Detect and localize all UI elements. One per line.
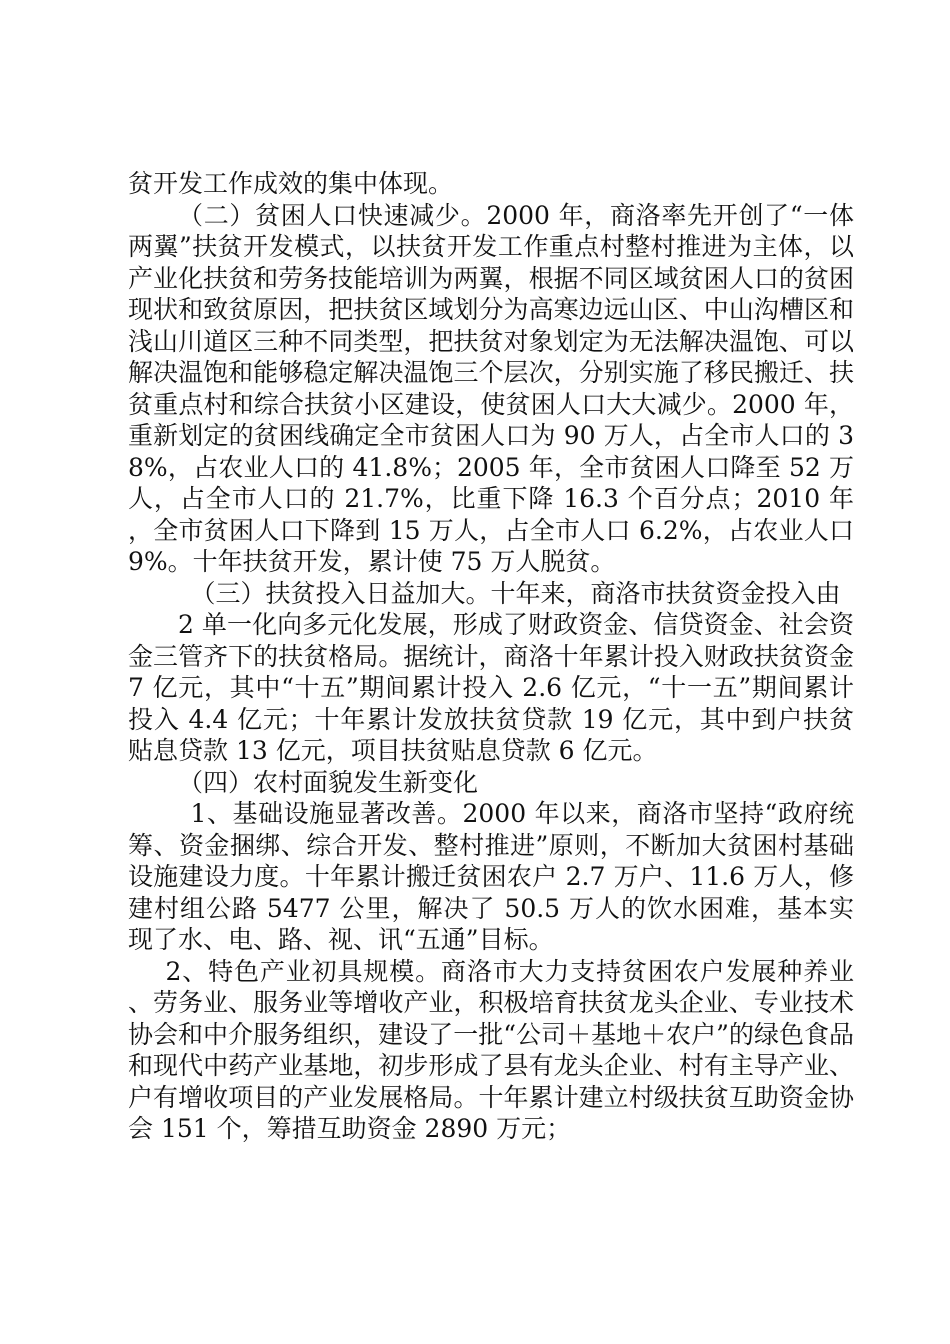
paragraph-investment-body: 2 单一化向多元化发展，形成了财政资金、信贷资金、社会资金三管齐下的扶贫格局。据统计，商洛十年累计投入财政扶贫资金 7 亿元，其中“十五”期间累计投入 2.6 亿元，“十一五”期间累计投入 4.4 亿元；十年累计发放扶贫贷款 19 亿元，其中到户扶贫贴息贷款 13 亿元，项目扶贫贴息贷款 6 亿元。	[128, 610, 854, 765]
section-heading-rural-change: （四）农村面貌发生新变化	[178, 767, 479, 797]
paragraph-industry: 2、特色产业初具规模。商洛市大力支持贫困农户发展种养业、劳务业、服务业等增收产业，积极培育扶贫龙头企业、专业技术协会和中介服务组织，建设了一批“公司＋基地＋农户”的绿色食品和现代中药产业基地，初步形成了县有龙头企业、村有主导产业、户有增收项目的产业发展格局。十年累计建立村级扶贫互助资金协会 151 个，筹措互助资金 2890 万元；	[128, 956, 854, 1143]
paragraph-investment-heading: （三）扶贫投入日益加大。十年来，商洛市扶贫资金投入由	[190, 578, 841, 608]
paragraph-poverty-reduction: （二）贫困人口快速减少。2000 年，商洛率先开创了“一体两翼”扶贫开发模式，以扶贫开发工作重点村整村推进为主体，以产业化扶贫和劳务技能培训为两翼，根据不同区域贫困人口的贫困现状和致贫原因，把扶贫区域划分为高寒边远山区、中山沟槽区和浅山川道区三种不同类型，把扶贫对象划定为无法解决温饱、可以解决温饱和能够稳定解决温饱三个层次，分别实施了移民搬迁、扶贫重点村和综合扶贫小区建设，使贫困人口大大减少。2000 年，重新划定的贫困线确定全市贫困人口为 90 万人，占全市人口的 38%，占农业人口的 41.8%；2005 年，全市贫困人口降至 52 万人，占全市人口的 21.7%，比重下降 16.3 个百分点；2010 年，全市贫困人口下降到 15 万人，占全市人口 6.2%，占农业人口 9%。十年扶贫开发，累计使 75 万人脱贫。	[128, 200, 854, 576]
paragraph-infrastructure: 1、基础设施显著改善。2000 年以来，商洛市坚持“政府统筹、资金捆绑、综合开发、整村推进”原则，不断加大贫困村基础设施建设力度。十年累计搬迁贫困农户 2.7 万户、11.6 万人，修建村组公路 5477 公里，解决了 50.5 万人的饮水困难，基本实现了水、电、路、视、讯“五通”目标。	[128, 799, 854, 954]
document-body	[128, 168, 854, 1145]
paragraph-continuation: 贫开发工作成效的集中体现。	[128, 169, 454, 198]
